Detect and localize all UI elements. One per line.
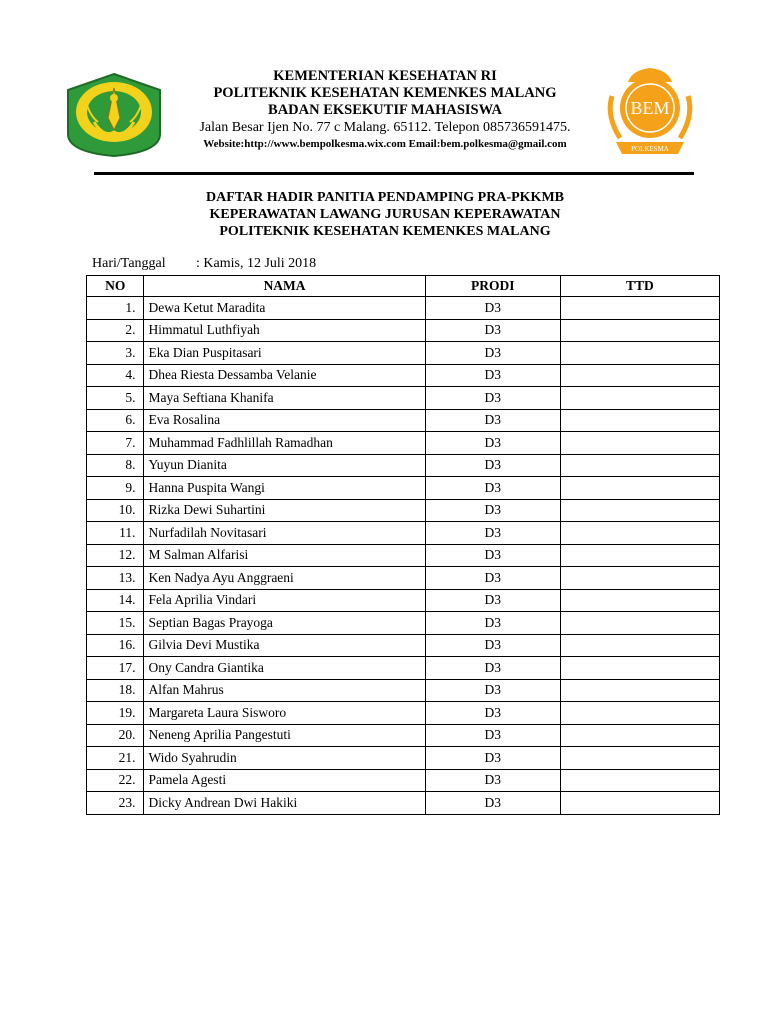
- col-nama-header: NAMA: [144, 276, 425, 297]
- date-value: : Kamis, 12 Juli 2018: [196, 256, 317, 271]
- cell-prodi: D3: [425, 769, 560, 792]
- cell-nama: Hanna Puspita Wangi: [144, 477, 425, 500]
- organization-name: BADAN EKSEKUTIF MAHASISWA: [268, 102, 502, 118]
- cell-prodi: D3: [425, 724, 560, 747]
- table-row: [87, 589, 720, 612]
- cell-no: 16.: [87, 634, 144, 657]
- address: Jalan Besar Ijen No. 77 c Malang. 65112. Telepon 085736591475.: [199, 120, 571, 135]
- cell-prodi: D3: [425, 657, 560, 680]
- cell-prodi: D3: [425, 477, 560, 500]
- contact-info: Website:http://www.bempolkesma.wix.com Email:bem.polkesma@gmail.com: [203, 138, 567, 150]
- cell-prodi: D3: [425, 634, 560, 657]
- cell-nama: Wido Syahrudin: [144, 747, 425, 770]
- col-ttd-header: TTD: [560, 276, 719, 297]
- cell-ttd[interactable]: [560, 792, 719, 815]
- cell-prodi: D3: [425, 747, 560, 770]
- table-row: [87, 342, 720, 365]
- table-row: [87, 612, 720, 635]
- cell-no: 6.: [87, 409, 144, 432]
- cell-no: 20.: [87, 724, 144, 747]
- cell-ttd[interactable]: [560, 364, 719, 387]
- cell-nama: Ken Nadya Ayu Anggraeni: [144, 567, 425, 590]
- cell-no: 22.: [87, 769, 144, 792]
- table-row: [87, 409, 720, 432]
- cell-no: 18.: [87, 679, 144, 702]
- cell-ttd[interactable]: [560, 657, 719, 680]
- cell-nama: Gilvia Devi Mustika: [144, 634, 425, 657]
- cell-nama: Eva Rosalina: [144, 409, 425, 432]
- col-prodi-header: PRODI: [425, 276, 560, 297]
- cell-nama: Fela Aprilia Vindari: [144, 589, 425, 612]
- cell-nama: Eka Dian Puspitasari: [144, 342, 425, 365]
- cell-no: 17.: [87, 657, 144, 680]
- cell-ttd[interactable]: [560, 409, 719, 432]
- cell-prodi: D3: [425, 297, 560, 320]
- cell-nama: Pamela Agesti: [144, 769, 425, 792]
- table-row: [87, 364, 720, 387]
- cell-ttd[interactable]: [560, 297, 719, 320]
- cell-nama: Dicky Andrean Dwi Hakiki: [144, 792, 425, 815]
- cell-no: 10.: [87, 499, 144, 522]
- cell-nama: Margareta Laura Sisworo: [144, 702, 425, 725]
- cell-nama: Ony Candra Giantika: [144, 657, 425, 680]
- cell-no: 15.: [87, 612, 144, 635]
- date-label: Hari/Tanggal: [92, 256, 166, 271]
- svg-text:BEM: BEM: [630, 98, 670, 118]
- table-row: [87, 544, 720, 567]
- cell-prodi: D3: [425, 319, 560, 342]
- table-row: [87, 454, 720, 477]
- cell-nama: Septian Bagas Prayoga: [144, 612, 425, 635]
- table-row: [87, 387, 720, 410]
- cell-nama: Dewa Ketut Maradita: [144, 297, 425, 320]
- cell-ttd[interactable]: [560, 589, 719, 612]
- header-divider: [94, 172, 694, 175]
- cell-nama: Yuyun Dianita: [144, 454, 425, 477]
- table-row: [87, 432, 720, 455]
- letterhead: [0, 0, 768, 180]
- cell-prodi: D3: [425, 409, 560, 432]
- cell-no: 12.: [87, 544, 144, 567]
- table-header-row: [87, 276, 720, 297]
- cell-no: 14.: [87, 589, 144, 612]
- cell-no: 5.: [87, 387, 144, 410]
- cell-nama: Neneng Aprilia Pangestuti: [144, 724, 425, 747]
- cell-ttd[interactable]: [560, 679, 719, 702]
- table-row: [87, 679, 720, 702]
- cell-prodi: D3: [425, 544, 560, 567]
- cell-ttd[interactable]: [560, 319, 719, 342]
- cell-prodi: D3: [425, 589, 560, 612]
- table-row: [87, 634, 720, 657]
- attendance-table: [86, 275, 720, 815]
- table-row: [87, 769, 720, 792]
- document-title: DAFTAR HADIR PANITIA PENDAMPING PRA-PKKMB KEPERAWATAN LAWANG JURUSAN KEPERAWATAN POLITEKNIK KESEHATAN KEMENKES MALANG: [205, 190, 565, 239]
- cell-prodi: D3: [425, 387, 560, 410]
- cell-prodi: D3: [425, 612, 560, 635]
- col-no-header: NO: [87, 276, 144, 297]
- cell-prodi: D3: [425, 522, 560, 545]
- cell-ttd[interactable]: [560, 702, 719, 725]
- institution-name: POLITEKNIK KESEHATAN KEMENKES MALANG: [213, 85, 557, 101]
- cell-ttd[interactable]: [560, 387, 719, 410]
- poltekkes-logo-icon: [64, 72, 164, 158]
- cell-ttd[interactable]: [560, 432, 719, 455]
- cell-ttd[interactable]: [560, 477, 719, 500]
- cell-no: 3.: [87, 342, 144, 365]
- cell-ttd[interactable]: [560, 342, 719, 365]
- cell-ttd[interactable]: [560, 454, 719, 477]
- cell-ttd[interactable]: [560, 634, 719, 657]
- cell-no: 21.: [87, 747, 144, 770]
- cell-prodi: D3: [425, 342, 560, 365]
- cell-no: 9.: [87, 477, 144, 500]
- table-row: [87, 297, 720, 320]
- cell-prodi: D3: [425, 432, 560, 455]
- cell-prodi: D3: [425, 679, 560, 702]
- cell-ttd[interactable]: [560, 612, 719, 635]
- cell-nama: Alfan Mahrus: [144, 679, 425, 702]
- cell-nama: Maya Seftiana Khanifa: [144, 387, 425, 410]
- cell-prodi: D3: [425, 702, 560, 725]
- cell-no: 13.: [87, 567, 144, 590]
- cell-ttd[interactable]: [560, 769, 719, 792]
- cell-nama: Nurfadilah Novitasari: [144, 522, 425, 545]
- table-row: [87, 724, 720, 747]
- cell-no: 2.: [87, 319, 144, 342]
- cell-prodi: D3: [425, 792, 560, 815]
- cell-nama: Himmatul Luthfiyah: [144, 319, 425, 342]
- cell-no: 4.: [87, 364, 144, 387]
- cell-no: 19.: [87, 702, 144, 725]
- cell-no: 23.: [87, 792, 144, 815]
- cell-ttd[interactable]: [560, 724, 719, 747]
- cell-ttd[interactable]: [560, 522, 719, 545]
- table-row: [87, 522, 720, 545]
- cell-ttd[interactable]: [560, 567, 719, 590]
- svg-text:POLKESMA: POLKESMA: [631, 145, 669, 153]
- cell-nama: Muhammad Fadhlillah Ramadhan: [144, 432, 425, 455]
- cell-nama: Rizka Dewi Suhartini: [144, 499, 425, 522]
- table-row: [87, 319, 720, 342]
- cell-ttd[interactable]: [560, 499, 719, 522]
- table-row: [87, 702, 720, 725]
- table-row: [87, 567, 720, 590]
- cell-nama: Dhea Riesta Dessamba Velanie: [144, 364, 425, 387]
- cell-prodi: D3: [425, 499, 560, 522]
- cell-no: 11.: [87, 522, 144, 545]
- cell-no: 7.: [87, 432, 144, 455]
- date-line: [92, 256, 316, 272]
- table-row: [87, 477, 720, 500]
- cell-prodi: D3: [425, 454, 560, 477]
- cell-nama: M Salman Alfarisi: [144, 544, 425, 567]
- cell-ttd[interactable]: [560, 544, 719, 567]
- ministry-name: KEMENTERIAN KESEHATAN RI: [273, 68, 497, 84]
- table-row: [87, 792, 720, 815]
- cell-ttd[interactable]: [560, 747, 719, 770]
- table-row: [87, 657, 720, 680]
- cell-prodi: D3: [425, 364, 560, 387]
- cell-no: 8.: [87, 454, 144, 477]
- cell-prodi: D3: [425, 567, 560, 590]
- cell-no: 1.: [87, 297, 144, 320]
- table-row: [87, 747, 720, 770]
- table-row: [87, 499, 720, 522]
